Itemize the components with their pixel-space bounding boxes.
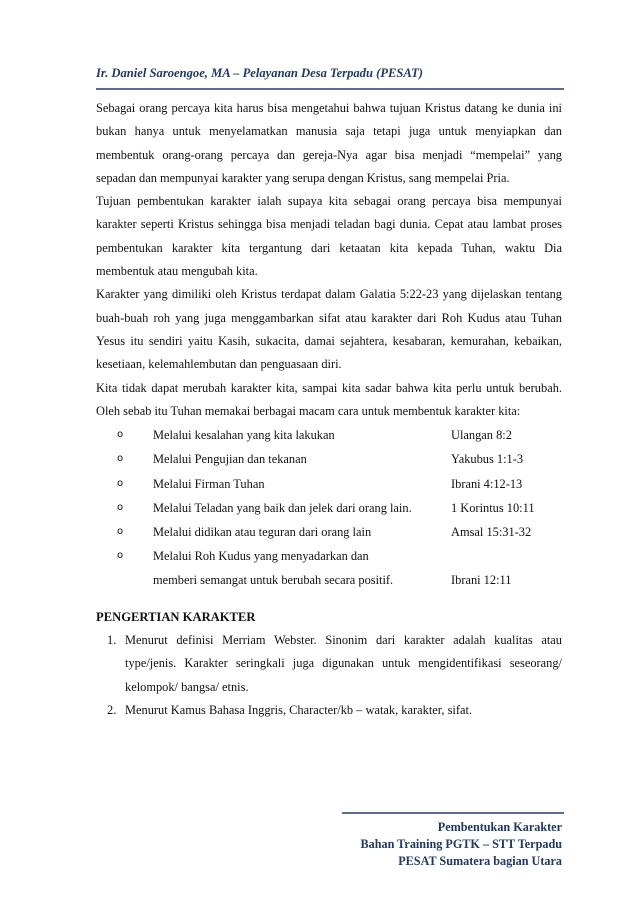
list-item-reference: Amsal 15:31-32 — [451, 524, 532, 539]
list-item — [96, 447, 562, 471]
list-item-text: Melalui Teladan yang baik dan jelek dari orang lain. — [153, 500, 412, 515]
section-title: PENGERTIAN KARAKTER — [96, 610, 256, 625]
bullet-circle-icon: o — [117, 501, 124, 513]
list-item-text — [153, 544, 443, 592]
paragraph-change: Kita tidak dapat merubah karakter kita, sampai kita sadar bahwa kita perlu untuk berubah. Oleh sebab itu Tuhan memakai berbagai macam cara untuk membentuk karakter kita: — [96, 380, 562, 418]
list-item-reference: Ibrani 12:11 — [451, 573, 512, 588]
list-item-text: Melalui Pengujian dan tekanan — [153, 452, 307, 467]
list-item-text: Melalui kesalahan yang kita lakukan — [153, 428, 335, 443]
list-item — [96, 544, 562, 592]
bullet-circle-icon: o — [117, 550, 124, 562]
footer-line-organization: PESAT Sumatera bagian Utara — [398, 854, 562, 868]
page-footer — [360, 819, 562, 870]
list-item-text: Melalui didikan atau teguran dari orang lain — [153, 524, 372, 539]
list-item — [96, 629, 562, 699]
definition-list — [96, 629, 562, 722]
paragraph-purpose: Tujuan pembentukan karakter ialah supaya kita sebagai orang percaya bisa mempunyai karakter seperti Kristus sehingga bisa menjadi teladan bagi dunia. Cepat atau lambat proses pembentukan karakter kita tergantung dari ketaatan kita kepada Tuhan, waktu Dia membentuk atau mengubah kita. — [96, 194, 562, 279]
page-header-title: Ir. Daniel Saroengoe, MA – Pelayanan Desa Terpadu (PESAT) — [96, 66, 424, 80]
header-divider — [96, 88, 564, 90]
list-item-reference: Ulangan 8:2 — [451, 428, 512, 443]
list-item-reference: 1 Korintus 10:11 — [451, 500, 535, 515]
bullet-circle-icon: o — [117, 525, 124, 537]
footer-line-training: Bahan Training PGTK – STT Terpadu — [360, 837, 562, 851]
list-item-text: Melalui Firman Tuhan — [153, 476, 265, 491]
bullet-circle-icon: o — [117, 477, 124, 489]
footer-line-title: Pembentukan Karakter — [437, 820, 562, 834]
list-item — [96, 520, 562, 544]
list-item-number: 2. — [107, 702, 117, 717]
bullet-circle-icon: o — [117, 453, 124, 465]
list-item-reference: Yakubus 1:1-3 — [451, 452, 524, 467]
paragraph-christ-character: Karakter yang dimiliki oleh Kristus terdapat dalam Galatia 5:22-23 yang dijelaskan tentang buah-buah roh yang juga menggambarkan sifat atau karakter dari Roh Kudus atau Tuhan Yesus itu sendiri yaitu Kasih, sukacita, damai sejahtera, kesabaran, kemurahan, kebaikan, kesetiaan, kelemahlembutan dan penguasaan diri. — [96, 287, 562, 372]
footer-divider — [342, 812, 564, 814]
list-item-text-line2: memberi semangat untuk berubah secara positif. — [153, 573, 394, 588]
list-item — [96, 699, 562, 722]
list-item-number: 1. — [107, 633, 117, 648]
list-item — [96, 496, 562, 520]
list-item-reference: Ibrani 4:12-13 — [451, 476, 523, 491]
bullet-circle-icon: o — [117, 429, 124, 441]
document-body — [96, 97, 562, 722]
list-item-text: Menurut Kamus Bahasa Inggris, Character/kb – watak, karakter, sifat. — [125, 702, 473, 717]
list-item-text-line1: Melalui Roh Kudus yang menyadarkan dan — [153, 549, 369, 564]
list-item-text: Menurut definisi Merriam Webster. Sinonim dari karakter adalah kualitas atau type/jenis. Karakter seringkali juga digunakan untuk mengidentifikasi seseorang/ kelompok/ bangsa/ etnis. — [125, 633, 562, 694]
methods-list — [96, 423, 562, 592]
list-item — [96, 423, 562, 447]
paragraph-intro: Sebagai orang percaya kita harus bisa mengetahui bahwa tujuan Kristus datang ke dunia ini bukan hanya untuk menyelamatkan manusia saja tetapi juga untuk menyiapkan dan membentuk orang-orang percaya dan gereja-Nya agar bisa menjadi “mempelai” yang sepadan dan mempunyai karakter yang serupa dengan Kristus, sang mempelai Pria. — [96, 101, 562, 185]
list-item — [96, 472, 562, 496]
